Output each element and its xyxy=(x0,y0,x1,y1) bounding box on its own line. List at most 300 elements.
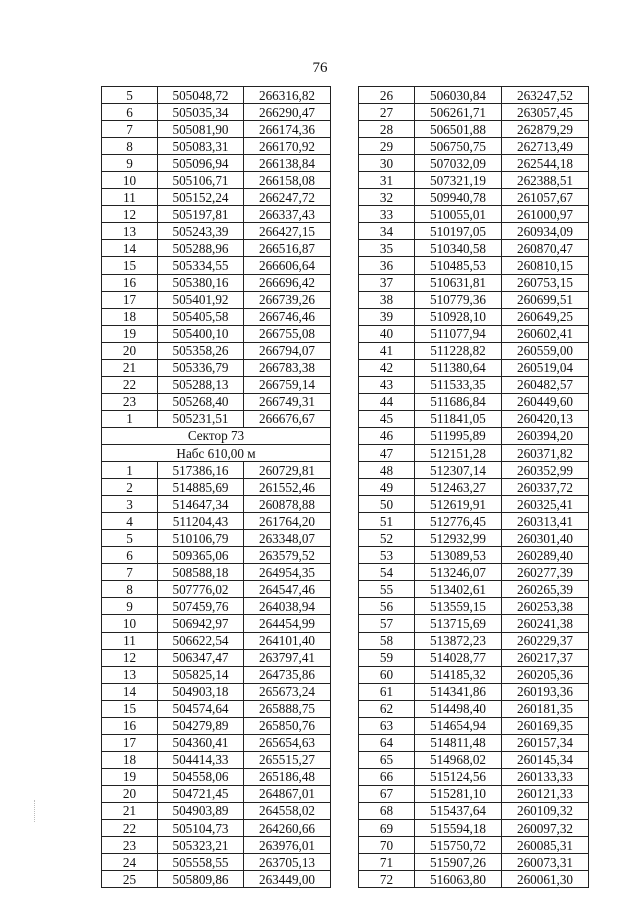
point-number-cell: 57 xyxy=(359,615,415,632)
point-number-cell: 14 xyxy=(102,240,158,257)
x-coordinate-cell: 505096,94 xyxy=(158,155,244,172)
x-coordinate-cell: 507459,76 xyxy=(158,598,244,615)
y-coordinate-cell: 263449,00 xyxy=(244,871,331,888)
point-number-cell: 11 xyxy=(102,632,158,649)
y-coordinate-cell: 266746,46 xyxy=(244,308,331,325)
x-coordinate-cell: 508588,18 xyxy=(158,564,244,581)
x-coordinate-cell: 504903,89 xyxy=(158,802,244,819)
y-coordinate-cell: 264038,94 xyxy=(244,598,331,615)
point-number-cell: 11 xyxy=(102,189,158,206)
table-row xyxy=(102,87,331,104)
y-coordinate-cell: 260699,51 xyxy=(502,291,589,308)
point-number-cell: 19 xyxy=(102,325,158,342)
table-row xyxy=(359,615,589,632)
x-coordinate-cell: 511204,43 xyxy=(158,513,244,530)
y-coordinate-cell: 266759,14 xyxy=(244,376,331,393)
point-number-cell: 17 xyxy=(102,734,158,751)
y-coordinate-cell: 260157,34 xyxy=(502,734,589,751)
point-number-cell: 46 xyxy=(359,427,415,444)
table-row xyxy=(102,342,331,359)
y-coordinate-cell: 260193,36 xyxy=(502,683,589,700)
section-subtitle: Набс 610,00 м xyxy=(102,444,331,461)
x-coordinate-cell: 514028,77 xyxy=(415,649,502,666)
x-coordinate-cell: 505380,16 xyxy=(158,274,244,291)
point-number-cell: 18 xyxy=(102,751,158,768)
point-number-cell: 8 xyxy=(102,138,158,155)
x-coordinate-cell: 505106,71 xyxy=(158,172,244,189)
x-coordinate-cell: 504279,89 xyxy=(158,717,244,734)
point-number-cell: 21 xyxy=(102,359,158,376)
point-number-cell: 24 xyxy=(102,854,158,871)
table-row xyxy=(102,291,331,308)
y-coordinate-cell: 260449,60 xyxy=(502,393,589,410)
y-coordinate-cell: 265888,75 xyxy=(244,700,331,717)
table-row xyxy=(102,206,331,223)
y-coordinate-cell: 263247,52 xyxy=(502,87,589,104)
x-coordinate-cell: 505231,51 xyxy=(158,410,244,427)
x-coordinate-cell: 507032,09 xyxy=(415,155,502,172)
point-number-cell: 45 xyxy=(359,410,415,427)
y-coordinate-cell: 260133,33 xyxy=(502,768,589,785)
x-coordinate-cell: 513089,53 xyxy=(415,547,502,564)
y-coordinate-cell: 260073,31 xyxy=(502,854,589,871)
point-number-cell: 15 xyxy=(102,257,158,274)
table-row xyxy=(102,700,331,717)
y-coordinate-cell: 260097,32 xyxy=(502,820,589,837)
x-coordinate-cell: 505336,79 xyxy=(158,359,244,376)
point-number-cell: 9 xyxy=(102,598,158,615)
table-row xyxy=(102,479,331,496)
x-coordinate-cell: 505288,96 xyxy=(158,240,244,257)
x-coordinate-cell: 505048,72 xyxy=(158,87,244,104)
table-row xyxy=(102,530,331,547)
point-number-cell: 41 xyxy=(359,342,415,359)
x-coordinate-cell: 512619,91 xyxy=(415,496,502,513)
x-coordinate-cell: 505405,58 xyxy=(158,308,244,325)
table-row xyxy=(102,308,331,325)
y-coordinate-cell: 260337,72 xyxy=(502,479,589,496)
table-row xyxy=(359,138,589,155)
table-row xyxy=(102,172,331,189)
x-coordinate-cell: 512776,45 xyxy=(415,513,502,530)
x-coordinate-cell: 504903,18 xyxy=(158,683,244,700)
point-number-cell: 51 xyxy=(359,513,415,530)
y-coordinate-cell: 260265,39 xyxy=(502,581,589,598)
x-coordinate-cell: 511841,05 xyxy=(415,410,502,427)
y-coordinate-cell: 260241,38 xyxy=(502,615,589,632)
x-coordinate-cell: 506622,54 xyxy=(158,632,244,649)
point-number-cell: 27 xyxy=(359,104,415,121)
y-coordinate-cell: 260085,31 xyxy=(502,837,589,854)
table-row xyxy=(359,189,589,206)
point-number-cell: 37 xyxy=(359,274,415,291)
point-number-cell: 10 xyxy=(102,615,158,632)
y-coordinate-cell: 260253,38 xyxy=(502,598,589,615)
table-row xyxy=(102,683,331,700)
x-coordinate-cell: 506942,97 xyxy=(158,615,244,632)
table-row xyxy=(359,172,589,189)
y-coordinate-cell: 260602,41 xyxy=(502,325,589,342)
y-coordinate-cell: 266138,84 xyxy=(244,155,331,172)
point-number-cell: 72 xyxy=(359,871,415,888)
y-coordinate-cell: 260313,41 xyxy=(502,513,589,530)
table-row xyxy=(359,479,589,496)
table-row xyxy=(102,393,331,410)
x-coordinate-cell: 504414,33 xyxy=(158,751,244,768)
x-coordinate-cell: 505081,90 xyxy=(158,121,244,138)
table-row xyxy=(102,189,331,206)
point-number-cell: 69 xyxy=(359,820,415,837)
table-row xyxy=(359,462,589,479)
point-number-cell: 1 xyxy=(102,410,158,427)
point-number-cell: 23 xyxy=(102,837,158,854)
x-coordinate-cell: 507321,19 xyxy=(415,172,502,189)
y-coordinate-cell: 260810,15 xyxy=(502,257,589,274)
table-row xyxy=(359,121,589,138)
point-number-cell: 66 xyxy=(359,768,415,785)
table-row xyxy=(102,615,331,632)
point-number-cell: 14 xyxy=(102,683,158,700)
table-row xyxy=(359,155,589,172)
point-number-cell: 2 xyxy=(102,479,158,496)
point-number-cell: 35 xyxy=(359,240,415,257)
x-coordinate-cell: 514498,40 xyxy=(415,700,502,717)
y-coordinate-cell: 260277,39 xyxy=(502,564,589,581)
table-row xyxy=(102,138,331,155)
x-coordinate-cell: 506750,75 xyxy=(415,138,502,155)
y-coordinate-cell: 264454,99 xyxy=(244,615,331,632)
table-row xyxy=(102,734,331,751)
table-row xyxy=(359,257,589,274)
table-row xyxy=(102,274,331,291)
table-row xyxy=(102,240,331,257)
y-coordinate-cell: 260649,25 xyxy=(502,308,589,325)
x-coordinate-cell: 505323,21 xyxy=(158,837,244,854)
y-coordinate-cell: 266739,26 xyxy=(244,291,331,308)
table-row xyxy=(102,802,331,819)
x-coordinate-cell: 514811,48 xyxy=(415,734,502,751)
x-coordinate-cell: 510055,01 xyxy=(415,206,502,223)
y-coordinate-cell: 263705,13 xyxy=(244,854,331,871)
y-coordinate-cell: 265850,76 xyxy=(244,717,331,734)
x-coordinate-cell: 504558,06 xyxy=(158,768,244,785)
y-coordinate-cell: 260229,37 xyxy=(502,632,589,649)
y-coordinate-cell: 262544,18 xyxy=(502,155,589,172)
point-number-cell: 32 xyxy=(359,189,415,206)
point-number-cell: 26 xyxy=(359,87,415,104)
point-number-cell: 12 xyxy=(102,206,158,223)
x-coordinate-cell: 505809,86 xyxy=(158,871,244,888)
table-row xyxy=(359,683,589,700)
x-coordinate-cell: 514647,34 xyxy=(158,496,244,513)
y-coordinate-cell: 260519,04 xyxy=(502,359,589,376)
table-row xyxy=(359,223,589,240)
x-coordinate-cell: 516063,80 xyxy=(415,871,502,888)
y-coordinate-cell: 260121,33 xyxy=(502,785,589,802)
y-coordinate-cell: 260729,81 xyxy=(244,462,331,479)
y-coordinate-cell: 260934,09 xyxy=(502,223,589,240)
table-row xyxy=(359,547,589,564)
x-coordinate-cell: 513559,15 xyxy=(415,598,502,615)
y-coordinate-cell: 265515,27 xyxy=(244,751,331,768)
y-coordinate-cell: 266174,36 xyxy=(244,121,331,138)
table-row xyxy=(359,820,589,837)
table-row xyxy=(359,308,589,325)
point-number-cell: 12 xyxy=(102,649,158,666)
point-number-cell: 53 xyxy=(359,547,415,564)
y-coordinate-cell: 263348,07 xyxy=(244,530,331,547)
y-coordinate-cell: 263797,41 xyxy=(244,649,331,666)
x-coordinate-cell: 505083,31 xyxy=(158,138,244,155)
x-coordinate-cell: 513246,07 xyxy=(415,564,502,581)
point-number-cell: 36 xyxy=(359,257,415,274)
point-number-cell: 16 xyxy=(102,274,158,291)
x-coordinate-cell: 511995,89 xyxy=(415,427,502,444)
table-row xyxy=(359,837,589,854)
x-coordinate-cell: 515437,64 xyxy=(415,802,502,819)
point-number-cell: 61 xyxy=(359,683,415,700)
point-number-cell: 16 xyxy=(102,717,158,734)
table-row xyxy=(359,291,589,308)
x-coordinate-cell: 512307,14 xyxy=(415,462,502,479)
x-coordinate-cell: 504360,41 xyxy=(158,734,244,751)
table-row xyxy=(359,581,589,598)
y-coordinate-cell: 265186,48 xyxy=(244,768,331,785)
point-number-cell: 20 xyxy=(102,785,158,802)
x-coordinate-cell: 511380,64 xyxy=(415,359,502,376)
x-coordinate-cell: 510631,81 xyxy=(415,274,502,291)
point-number-cell: 30 xyxy=(359,155,415,172)
point-number-cell: 28 xyxy=(359,121,415,138)
table-row xyxy=(102,257,331,274)
x-coordinate-cell: 507776,02 xyxy=(158,581,244,598)
point-number-cell: 17 xyxy=(102,291,158,308)
table-row xyxy=(102,751,331,768)
table-row xyxy=(102,632,331,649)
table-row xyxy=(102,121,331,138)
point-number-cell: 22 xyxy=(102,820,158,837)
point-number-cell: 47 xyxy=(359,444,415,461)
point-number-cell: 1 xyxy=(102,462,158,479)
table-row xyxy=(102,325,331,342)
point-number-cell: 64 xyxy=(359,734,415,751)
point-number-cell: 6 xyxy=(102,104,158,121)
table-row xyxy=(359,802,589,819)
point-number-cell: 52 xyxy=(359,530,415,547)
table-row xyxy=(359,530,589,547)
point-number-cell: 22 xyxy=(102,376,158,393)
y-coordinate-cell: 260325,41 xyxy=(502,496,589,513)
y-coordinate-cell: 266749,31 xyxy=(244,393,331,410)
y-coordinate-cell: 260061,30 xyxy=(502,871,589,888)
x-coordinate-cell: 515750,72 xyxy=(415,837,502,854)
x-coordinate-cell: 509365,06 xyxy=(158,547,244,564)
table-row xyxy=(359,342,589,359)
point-number-cell: 40 xyxy=(359,325,415,342)
x-coordinate-cell: 506030,84 xyxy=(415,87,502,104)
table-row xyxy=(359,274,589,291)
y-coordinate-cell: 260109,32 xyxy=(502,802,589,819)
table-row xyxy=(359,598,589,615)
y-coordinate-cell: 260870,47 xyxy=(502,240,589,257)
table-row xyxy=(359,854,589,871)
x-coordinate-cell: 511533,35 xyxy=(415,376,502,393)
x-coordinate-cell: 505152,24 xyxy=(158,189,244,206)
y-coordinate-cell: 260169,35 xyxy=(502,717,589,734)
x-coordinate-cell: 512463,27 xyxy=(415,479,502,496)
table-row xyxy=(102,462,331,479)
point-number-cell: 18 xyxy=(102,308,158,325)
table-row xyxy=(102,547,331,564)
table-row xyxy=(102,376,331,393)
x-coordinate-cell: 511686,84 xyxy=(415,393,502,410)
x-coordinate-cell: 512151,28 xyxy=(415,444,502,461)
section-title-row xyxy=(102,427,331,444)
point-number-cell: 55 xyxy=(359,581,415,598)
x-coordinate-cell: 505358,26 xyxy=(158,342,244,359)
point-number-cell: 59 xyxy=(359,649,415,666)
point-number-cell: 31 xyxy=(359,172,415,189)
y-coordinate-cell: 266783,38 xyxy=(244,359,331,376)
point-number-cell: 3 xyxy=(102,496,158,513)
table-row xyxy=(359,734,589,751)
x-coordinate-cell: 504721,45 xyxy=(158,785,244,802)
x-coordinate-cell: 509940,78 xyxy=(415,189,502,206)
table-row xyxy=(359,359,589,376)
point-number-cell: 50 xyxy=(359,496,415,513)
point-number-cell: 56 xyxy=(359,598,415,615)
table-row xyxy=(102,785,331,802)
x-coordinate-cell: 514341,86 xyxy=(415,683,502,700)
x-coordinate-cell: 510779,36 xyxy=(415,291,502,308)
y-coordinate-cell: 264558,02 xyxy=(244,802,331,819)
y-coordinate-cell: 261764,20 xyxy=(244,513,331,530)
y-coordinate-cell: 260181,35 xyxy=(502,700,589,717)
y-coordinate-cell: 264867,01 xyxy=(244,785,331,802)
y-coordinate-cell: 266696,42 xyxy=(244,274,331,291)
x-coordinate-cell: 506261,71 xyxy=(415,104,502,121)
y-coordinate-cell: 266170,92 xyxy=(244,138,331,155)
table-row xyxy=(102,564,331,581)
table-row xyxy=(359,104,589,121)
x-coordinate-cell: 514885,69 xyxy=(158,479,244,496)
x-coordinate-cell: 505334,55 xyxy=(158,257,244,274)
x-coordinate-cell: 505400,10 xyxy=(158,325,244,342)
y-coordinate-cell: 261552,46 xyxy=(244,479,331,496)
y-coordinate-cell: 264954,35 xyxy=(244,564,331,581)
table-row xyxy=(102,854,331,871)
table-row xyxy=(359,649,589,666)
table-row xyxy=(102,513,331,530)
point-number-cell: 71 xyxy=(359,854,415,871)
table-row xyxy=(359,376,589,393)
x-coordinate-cell: 506347,47 xyxy=(158,649,244,666)
y-coordinate-cell: 264260,66 xyxy=(244,820,331,837)
x-coordinate-cell: 505197,81 xyxy=(158,206,244,223)
point-number-cell: 54 xyxy=(359,564,415,581)
table-row xyxy=(359,444,589,461)
table-row xyxy=(359,700,589,717)
y-coordinate-cell: 266755,08 xyxy=(244,325,331,342)
y-coordinate-cell: 260205,36 xyxy=(502,666,589,683)
x-coordinate-cell: 505104,73 xyxy=(158,820,244,837)
x-coordinate-cell: 514185,32 xyxy=(415,666,502,683)
y-coordinate-cell: 260289,40 xyxy=(502,547,589,564)
point-number-cell: 7 xyxy=(102,564,158,581)
y-coordinate-cell: 262388,51 xyxy=(502,172,589,189)
y-coordinate-cell: 261057,67 xyxy=(502,189,589,206)
x-coordinate-cell: 513872,23 xyxy=(415,632,502,649)
x-coordinate-cell: 511228,82 xyxy=(415,342,502,359)
table-row xyxy=(359,871,589,888)
point-number-cell: 25 xyxy=(102,871,158,888)
point-number-cell: 70 xyxy=(359,837,415,854)
table-row xyxy=(359,513,589,530)
table-row xyxy=(102,581,331,598)
point-number-cell: 44 xyxy=(359,393,415,410)
y-coordinate-cell: 260145,34 xyxy=(502,751,589,768)
table-row xyxy=(359,206,589,223)
point-number-cell: 5 xyxy=(102,87,158,104)
x-coordinate-cell: 505268,40 xyxy=(158,393,244,410)
y-coordinate-cell: 263057,45 xyxy=(502,104,589,121)
point-number-cell: 20 xyxy=(102,342,158,359)
x-coordinate-cell: 505035,34 xyxy=(158,104,244,121)
x-coordinate-cell: 505243,39 xyxy=(158,223,244,240)
y-coordinate-cell: 260352,99 xyxy=(502,462,589,479)
x-coordinate-cell: 511077,94 xyxy=(415,325,502,342)
page-number: 76 xyxy=(312,60,328,76)
section-title: Сектор 73 xyxy=(102,427,331,444)
point-number-cell: 49 xyxy=(359,479,415,496)
table-row xyxy=(359,785,589,802)
x-coordinate-cell: 505288,13 xyxy=(158,376,244,393)
y-coordinate-cell: 260559,00 xyxy=(502,342,589,359)
point-number-cell: 29 xyxy=(359,138,415,155)
x-coordinate-cell: 515281,10 xyxy=(415,785,502,802)
point-number-cell: 43 xyxy=(359,376,415,393)
y-coordinate-cell: 266794,07 xyxy=(244,342,331,359)
table-row xyxy=(359,666,589,683)
table-row xyxy=(359,717,589,734)
x-coordinate-cell: 510197,05 xyxy=(415,223,502,240)
point-number-cell: 4 xyxy=(102,513,158,530)
x-coordinate-cell: 515594,18 xyxy=(415,820,502,837)
table-row xyxy=(359,751,589,768)
y-coordinate-cell: 262879,29 xyxy=(502,121,589,138)
point-number-cell: 65 xyxy=(359,751,415,768)
x-coordinate-cell: 505825,14 xyxy=(158,666,244,683)
y-coordinate-cell: 260301,40 xyxy=(502,530,589,547)
table-row xyxy=(102,496,331,513)
table-row xyxy=(359,632,589,649)
x-coordinate-cell: 510485,53 xyxy=(415,257,502,274)
y-coordinate-cell: 266290,47 xyxy=(244,104,331,121)
point-number-cell: 13 xyxy=(102,223,158,240)
point-number-cell: 42 xyxy=(359,359,415,376)
coordinates-table-right xyxy=(358,86,589,888)
x-coordinate-cell: 514654,94 xyxy=(415,717,502,734)
x-coordinate-cell: 506501,88 xyxy=(415,121,502,138)
table-row xyxy=(359,325,589,342)
y-coordinate-cell: 260371,82 xyxy=(502,444,589,461)
x-coordinate-cell: 510106,79 xyxy=(158,530,244,547)
x-coordinate-cell: 504574,64 xyxy=(158,700,244,717)
y-coordinate-cell: 261000,97 xyxy=(502,206,589,223)
y-coordinate-cell: 260482,57 xyxy=(502,376,589,393)
y-coordinate-cell: 264547,46 xyxy=(244,581,331,598)
y-coordinate-cell: 264101,40 xyxy=(244,632,331,649)
